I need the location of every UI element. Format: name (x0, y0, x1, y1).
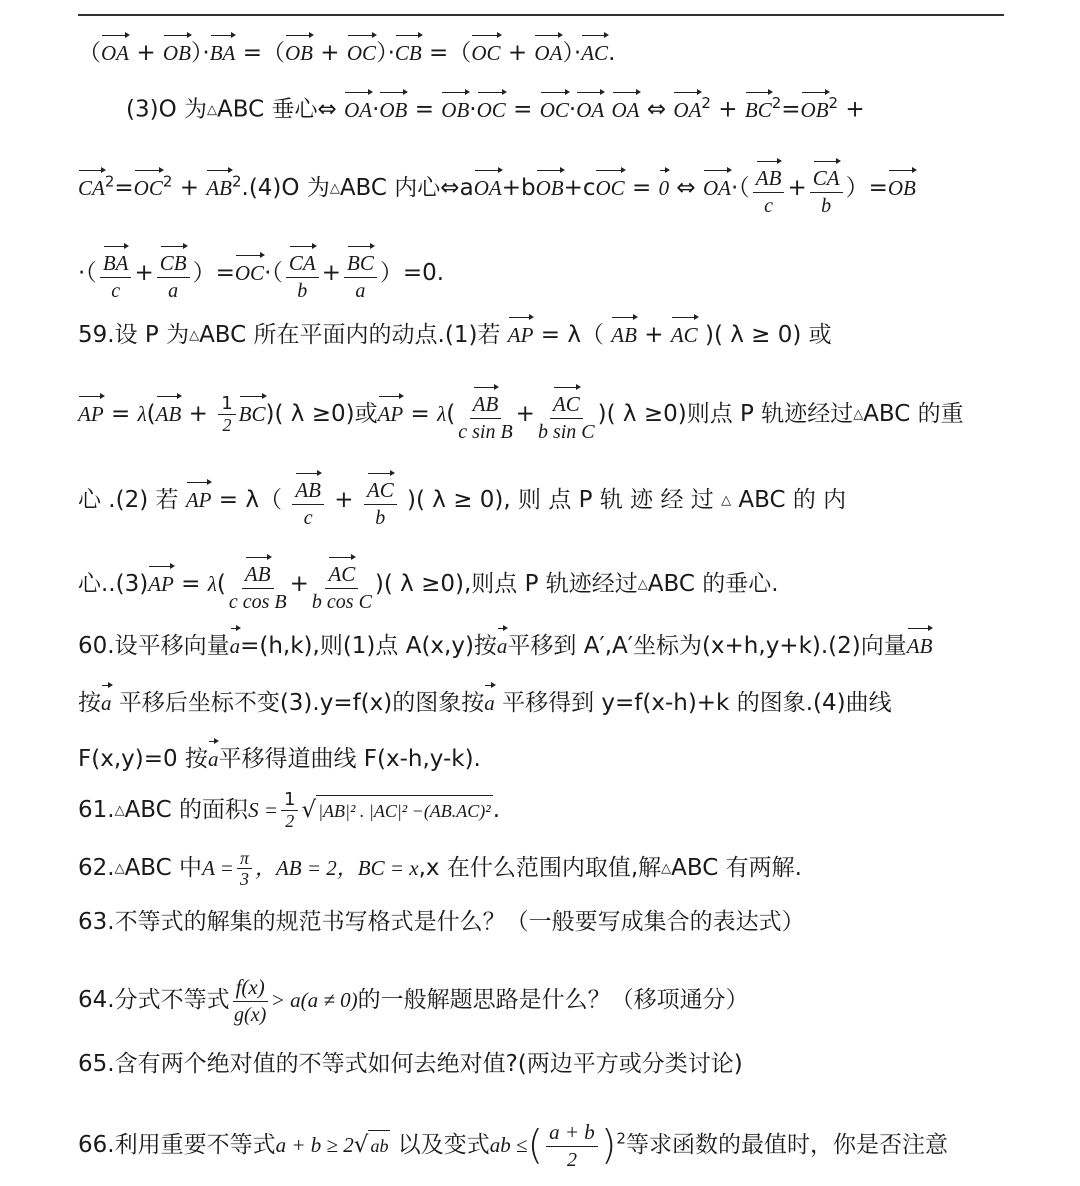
line-17: 66.利用重要不等式a + b ≥ 2√ ab 以及变式ab ≤( $\frac{a + b}{2}$ )$^2$等求函数的最值时，你是否注意 (78, 1120, 948, 1171)
line-16: 65.含有两个绝对值的不等式如何去绝对值?(两边平方或分类讨论) (78, 1051, 743, 1077)
line-7: 心 .(2) 若 AP = λ（ $\frac{AB}{c}$ + $\frac{AC}{b}$ )( λ ≥ 0), 则 点 P 轨 迹 经 过 △ ABC 的 内 (78, 470, 1004, 531)
line-1: （OA + OB）·BA =（OB + OC）·CB =（OC + OA）·AC. (78, 32, 1004, 68)
line-8: 心..(3)AP = λ( $\frac{AB}{\text{c cos B}}$ + $\frac{AC}{\text{b cos C}}$ )( λ ≥0),则点 P 轨迹经过△ABC 的垂心. (78, 554, 1004, 615)
line-9: 60.设平移向量a=(h,k),则(1)点 A(x,y)按a平移到 A′,A′坐标为(x+h,y+k).(2)向量AB (78, 625, 1004, 661)
line-12: 61.△ABC 的面积S = $\frac{1}{2}$ √ |AB|² . |AC|² −(AB.AC)². (78, 789, 501, 831)
line-5: 59.设 P 为△ABC 所在平面内的动点.(1)若 AP = λ（ AB + AC )( λ ≥ 0) 或 (78, 314, 1004, 351)
line-3: $CA^2=OC^2 + AB^2.(4)O$ 为△ABC 内心⇔aOA+bOB+cOC = 0 ⇔ OA·（ $\frac{AB}{c}$ + $\frac{CA}{b}$ ）=OB (78, 158, 1004, 219)
line-14: 63.不等式的解集的规范书写格式是什么？（一般要写成集合的表达式） (78, 909, 805, 935)
line-11: F(x,y)=0 按a平移得道曲线 F(x-h,y-k). (78, 738, 1004, 774)
top-rule (78, 14, 1004, 16)
line-15: 64.分式不等式 $\frac{f(x)}{g(x)}$ > a(a ≠ 0)的一般解题思路是什么？（移项通分） (78, 975, 749, 1026)
line-13: 62.△ABC 中A = $\frac{\pi}{3}$ ，AB = 2，BC = x,x 在什么范围内取值,解△ABC 有两解. (78, 848, 802, 889)
line-6: AP = λ(AB + $\frac{1}{2}$ BC)( λ ≥0)或AP = λ( $\frac{AB}{\text{c sin B}}$ + $\frac{AC}{\text{b sin C}}$ )( λ ≥0)则点 P 轨迹经过△ABC 的重 (78, 384, 1004, 445)
line-4: ·（ $\frac{BA}{c}$ + $\frac{CB}{a}$ ）=OC·（ $\frac{CA}{b}$ + $\frac{BC}{a}$ ）=0. (78, 243, 1004, 304)
line-10: 按a 平移后坐标不变(3).y=f(x)的图象按a 平移得到 y=f(x-h)+k 的图象.(4)曲线 (78, 682, 1004, 718)
line-2: (3)O 为△ABC 垂心⇔ OA·OB = OB·OC = OC·OA OA ⇔ $OA^2 + BC^2=OB^2$ + (126, 88, 1004, 126)
